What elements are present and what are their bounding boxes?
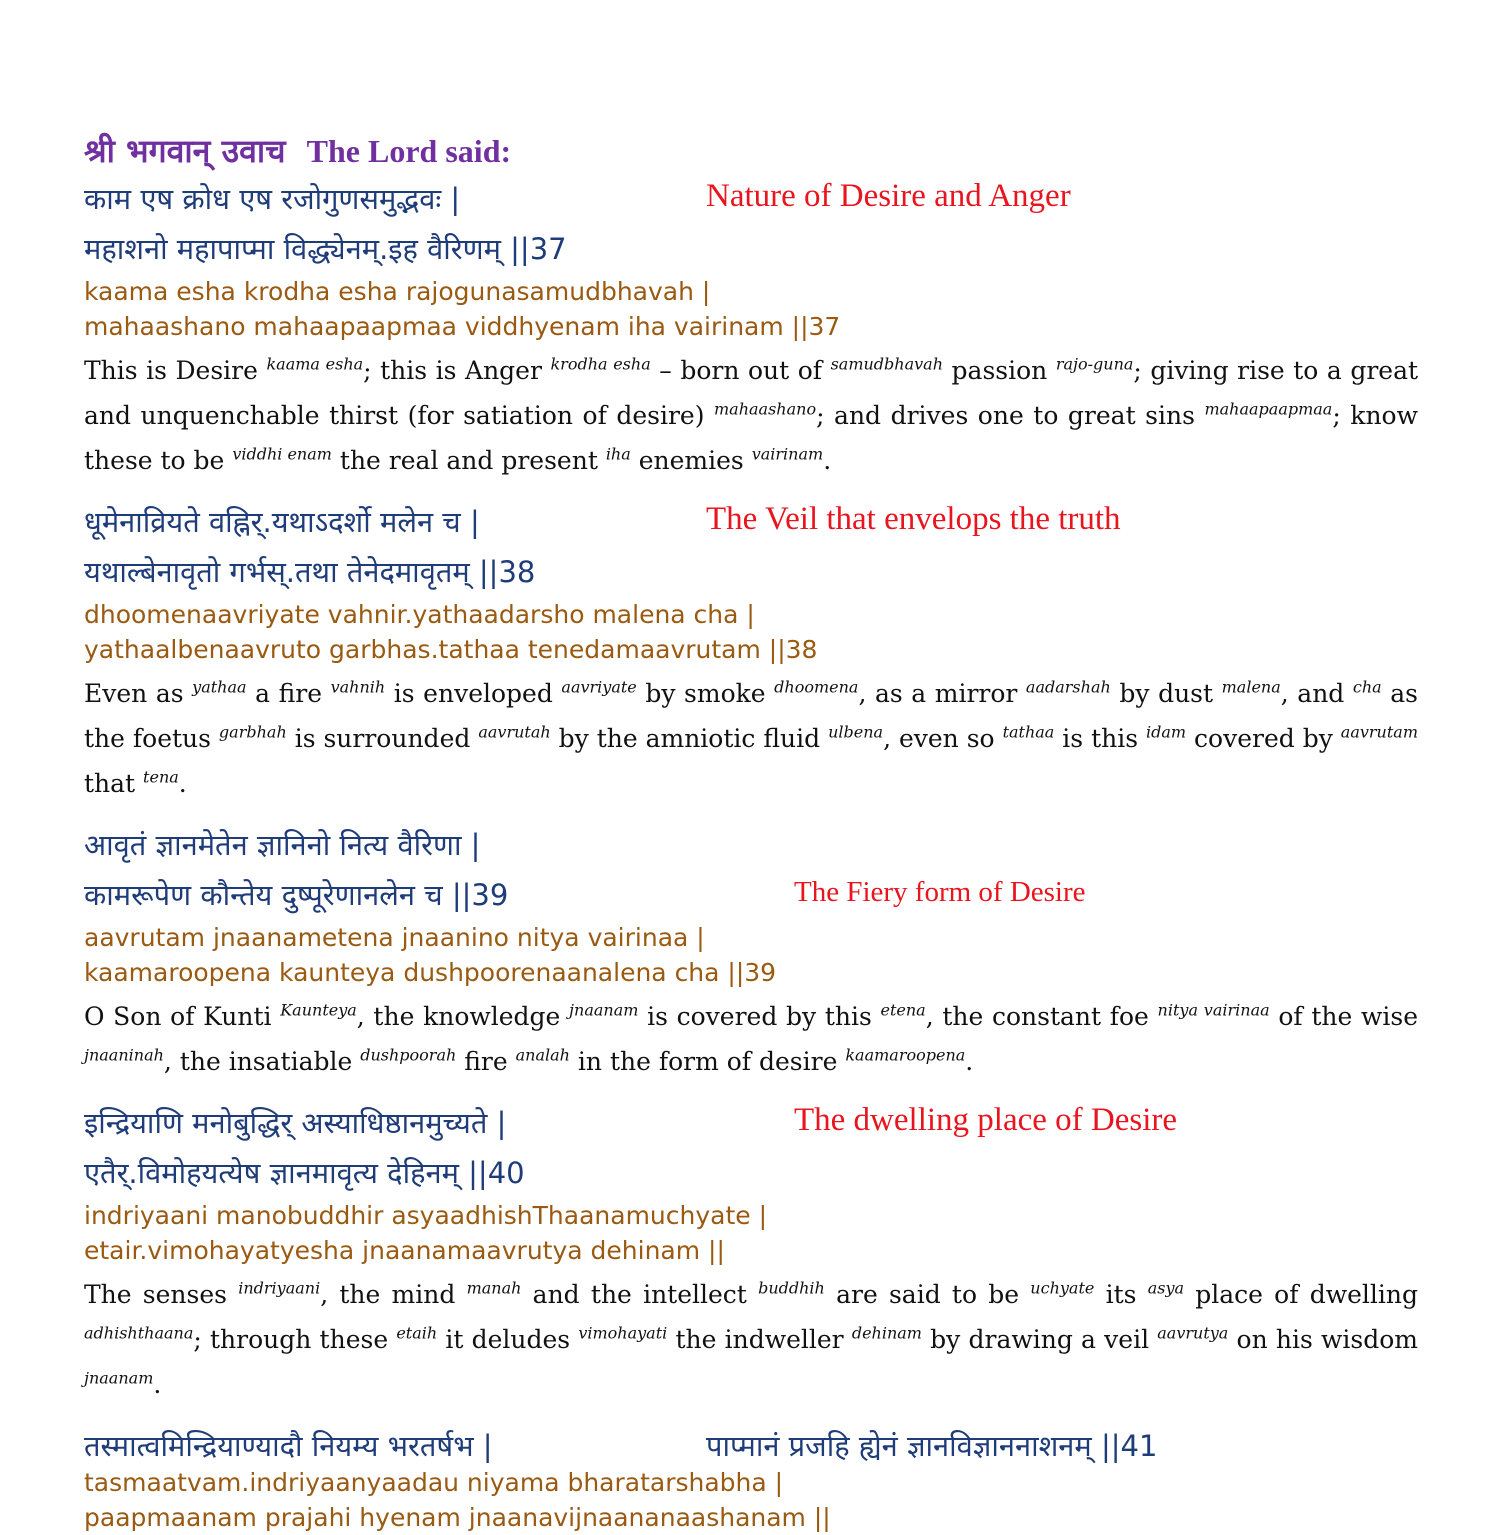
- section-heading-dwelling-place: The dwelling place of Desire: [794, 1102, 1178, 1138]
- verse-40-translation: The senses $^{indriyaani}$, the mind $^{manah}$ and the intellect $^{buddhih}$ are said to be $^{uchyate}$ its $^{asya}$ place of dwelling $^{adhishthaana}$; through these $^{etaih}$ it deludes $^{vimohayati}$ the indweller $^{dehinam}$ by drawing a veil $^{aavrutya}$ on his wisdom $^{jnaanam}$.: [84, 1278, 1419, 1399]
- verse-40-devanagari-line-2: एतैर्.विमोहयत्येष ज्ञानमावृत्य देहिनम् ||40: [84, 1156, 525, 1190]
- verse-38-devanagari-line-2: यथाल्बेनावृतो गर्भस्.तथा तेनेदमावृतम् ||38: [84, 555, 536, 589]
- document-page: [84, 128, 1418, 1535]
- verse-39-transliteration-line-2: kaamaroopena kaunteya dushpoorenaanalena cha ||39: [84, 958, 777, 987]
- verse-39-devanagari-line-1: आवृतं ज्ञानमेतेन ज्ञानिनो नित्य वैरिणा |: [84, 828, 481, 862]
- verse-41-devanagari-line-2: पाप्मानं प्रजहि ह्येनं ज्ञानविज्ञाननाशनम् ||41: [706, 1429, 1158, 1463]
- verse-41-transliteration-line-2: paapmaanam prajahi hyenam jnaanavijnaananaashanam ||: [84, 1503, 831, 1532]
- verse-38-translation: Even as $^{yathaa}$ a fire $^{vahnih}$ is enveloped $^{aavriyate}$ by smoke $^{dhoomena}$, as a mirror $^{aadarshah}$ by dust $^{malena}$, and $^{cha}$ as the foetus $^{garbhah}$ is surrounded $^{aavrutah}$ by the amniotic fluid $^{ulbena}$, even so $^{tathaa}$ is this $^{idam}$ covered by $^{aavrutam}$ that $^{tena}$.: [84, 677, 1418, 798]
- section-heading-veil: The Veil that envelops the truth: [706, 501, 1121, 537]
- verse-37-devanagari-line-2: महाशनो महापाप्मा विद्ध्येनम्.इह वैरिणम् ||37: [84, 232, 567, 266]
- heading-sanskrit: श्री भगवान् उवाच: [84, 132, 286, 170]
- verse-40-devanagari-line-1: इन्द्रियाणि मनोबुद्धिर् अस्याधिष्ठानमुच्यते |: [84, 1106, 507, 1140]
- verse-38-devanagari-line-1: धूमेनाव्रियते वह्निर्.यथाऽदर्शो मलेन च |: [84, 505, 480, 539]
- verse-39-devanagari-line-2: कामरूपेण कौन्तेय दुष्पूरेणानलेन च ||39: [84, 878, 509, 912]
- heading-english: The Lord said:: [306, 133, 512, 169]
- chapter-heading: [84, 128, 1418, 174]
- verse-37-transliteration-line-1: kaama esha krodha esha rajogunasamudbhavah |: [84, 277, 711, 306]
- verse-37-translation: This is Desire $^{kaama esha}$; this is Anger $^{krodha esha}$ – born out of $^{samudbhavah}$ passion $^{rajo-guna}$; giving rise to a great and unquenchable thirst (for satiation of desire) $^{mahaashano}$; and drives one to great sins $^{mahaapaapmaa}$; know these to be $^{viddhi enam}$ the real and present $^{iha}$ enemies $^{vairinam}$.: [84, 354, 1419, 475]
- verse-41-transliteration-line-1: tasmaatvam.indriyaanyaadau niyama bharatarshabha |: [84, 1468, 784, 1497]
- verse-38-transliteration-line-1: dhoomenaavriyate vahnir.yathaadarsho malena cha |: [84, 600, 755, 629]
- section-heading-desire-anger: Nature of Desire and Anger: [706, 178, 1071, 214]
- verse-38: [84, 497, 1418, 806]
- verse-37-transliteration-line-2: mahaashano mahaapaapmaa viddhyenam iha vairinam ||37: [84, 312, 841, 341]
- verse-37: [84, 174, 1418, 483]
- verse-39-translation: O Son of Kunti $^{Kaunteya}$, the knowledge $^{jnaanam}$ is covered by this $^{etena}$, the constant foe $^{nitya vairinaa}$ of the wise $^{jnaaninah}$, the insatiable $^{dushpoorah}$ fire $^{analah}$ in the form of desire $^{kaamaroopena}$.: [84, 1000, 1418, 1076]
- verse-38-transliteration-line-2: yathaalbenaavruto garbhas.tathaa tenedamaavrutam ||38: [84, 635, 818, 664]
- verse-39-transliteration-line-1: aavrutam jnaanametena jnaanino nitya vairinaa |: [84, 923, 705, 952]
- verse-40-transliteration-line-2: etair.vimohayatyesha jnaanamaavrutya dehinam ||: [84, 1236, 725, 1265]
- verse-41: [84, 1421, 1418, 1535]
- verse-37-devanagari-line-1: काम एष क्रोध एष रजोगुणसमुद्भवः |: [84, 182, 461, 216]
- section-heading-fiery-form: The Fiery form of Desire: [794, 876, 1086, 908]
- verse-40-transliteration-line-1: indriyaani manobuddhir asyaadhishThaanamuchyate |: [84, 1201, 768, 1230]
- verse-39: [84, 820, 1418, 1084]
- verse-41-devanagari-line-1: तस्मात्वमिन्द्रियाण्यादौ नियम्य भरतर्षभ |: [84, 1429, 493, 1463]
- verse-40: [84, 1098, 1418, 1407]
